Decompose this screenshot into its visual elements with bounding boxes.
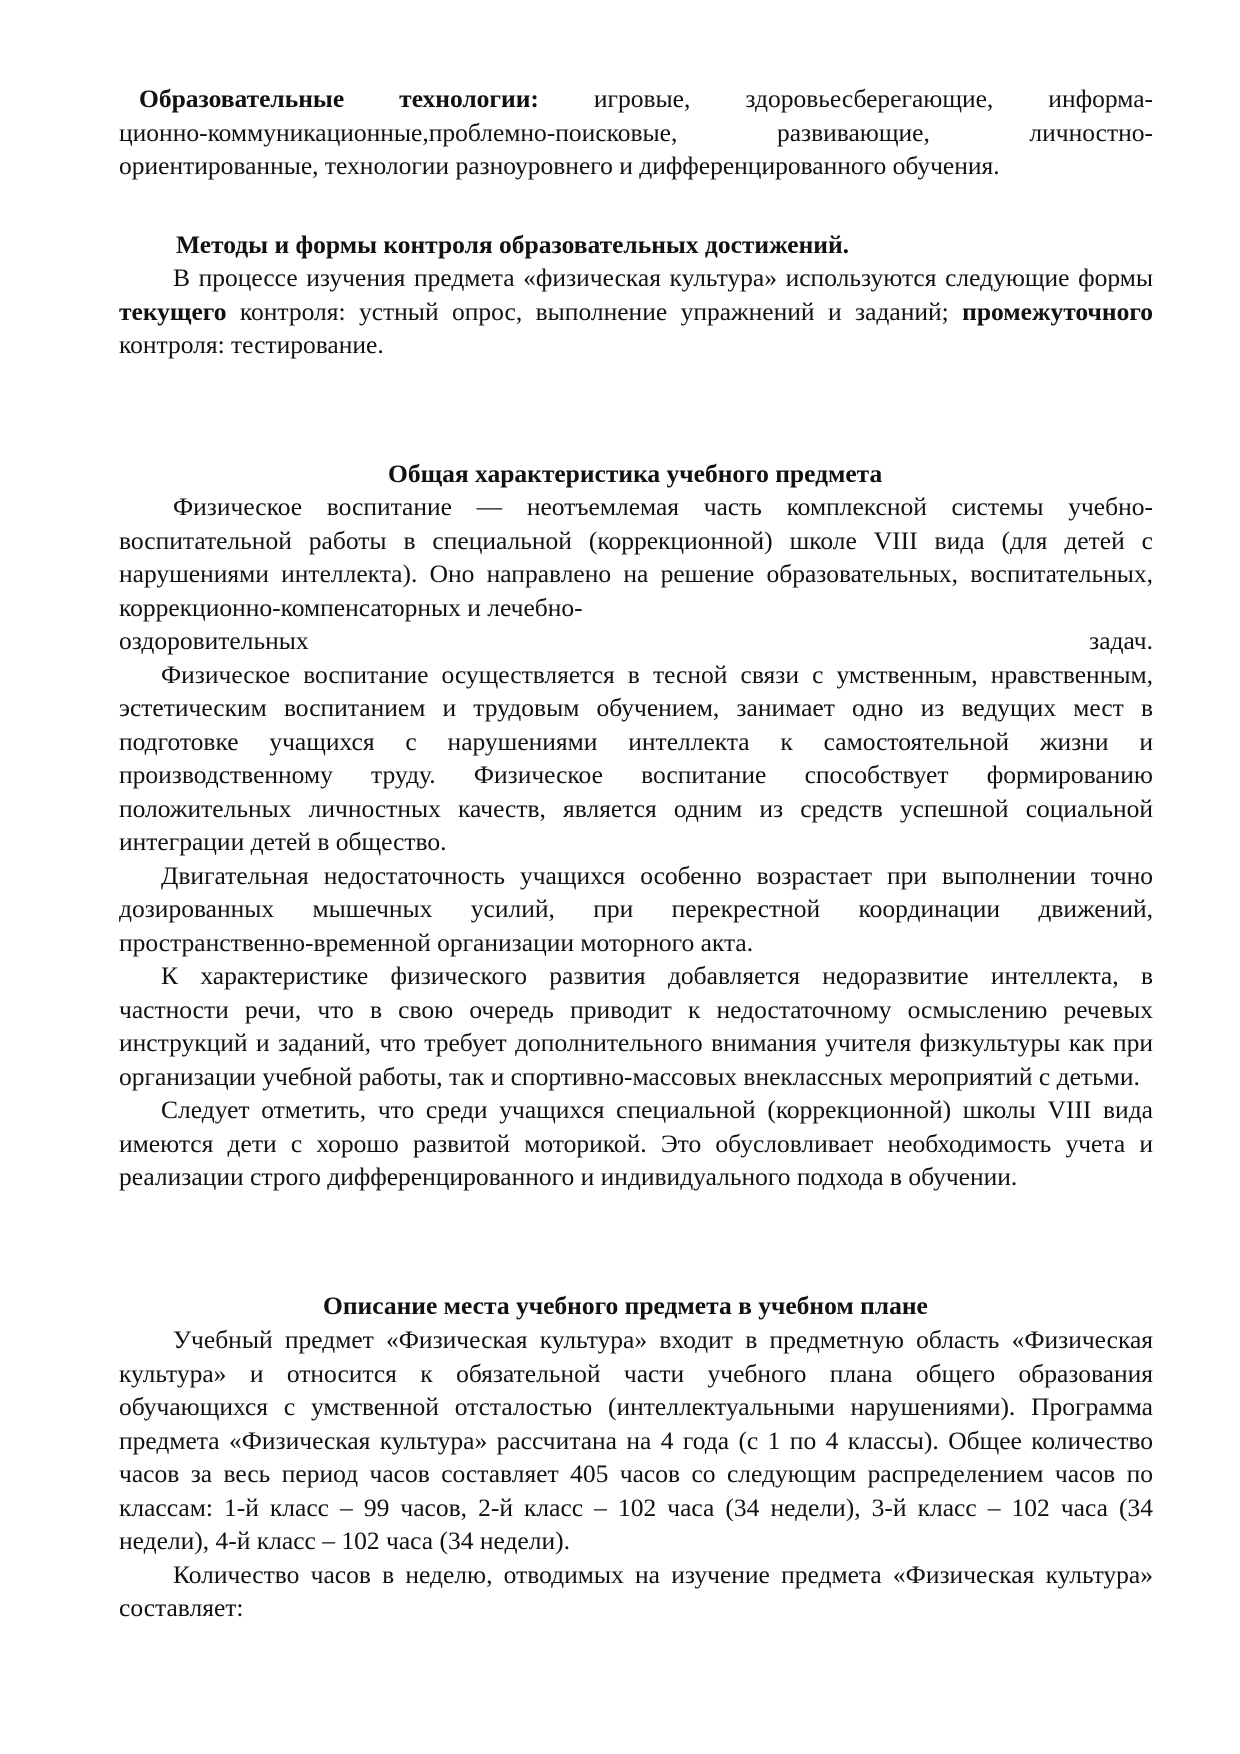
characteristics-paragraph-2: Физическое воспитание осуществляется в тесной связи с умственным, нравственным, эстетическим воспитанием и трудовым обучением, занимает одно из ведущих мест в подготовке учащихся с нарушениями интеллекта к самостоятельной жизни и производственному труду. Физическое воспитание способствует формированию положительных личностных качеств, является одним из средств успешной социальной интеграции детей в общество.: [119, 659, 1153, 856]
characteristics-section: [119, 490, 1153, 1194]
characteristics-paragraph-5: Следует отметить, что среди учащихся специальной (коррекционной) школы VIII вида имеются дети с хорошо развитой моторикой. Это обусловливает необходимость учета и реализации строго дифференцированного и индивидуального подхода в обучении.: [119, 1095, 1153, 1191]
control-current-bold: текущего: [119, 296, 227, 326]
control-section: [119, 261, 1153, 362]
characteristics-p1-last-word-a: оздоровительных: [119, 626, 309, 655]
control-text-c: контроля: тестирование.: [119, 330, 384, 359]
control-paragraph: [119, 261, 1153, 362]
technologies-label-word-1: Образовательные: [139, 84, 345, 113]
control-text-b: контроля: устный опрос, выполнение упражнений и заданий;: [239, 296, 949, 326]
control-heading: Методы и формы контроля образовательных достижений.: [176, 230, 850, 259]
characteristics-p1-last-word-b: задач.: [1089, 626, 1153, 655]
control-intermediate-bold: промежуточного: [962, 296, 1154, 326]
place-paragraph-1: Учебный предмет «Физическая культура» входит в предметную область «Физическая культура» и относится к обязательной части учебного плана общего образования обучающихся с умственной отсталостью (интеллектуальными нарушениями). Программа предмета «Физическая культура» рассчитана на 4 года (с 1 по 4 классы). Общее количество часов за весь период часов составляет 405 часов со следующим распределением часов по классам: 1-й класс – 99 часов, 2-й класс – 102 часа (34 недели), 3-й класс – 102 часа (34 недели), 4-й класс – 102 часа (34 недели).: [119, 1325, 1153, 1555]
place-section: [119, 1323, 1153, 1625]
place-paragraph-2: Количество часов в неделю, отводимых на изучение предмета «Физическая культура» составляет:: [119, 1559, 1153, 1622]
characteristics-paragraph-3: Двигательная недостаточность учащихся особенно возрастает при выполнении точно дозированных мышечных усилий, при перекрестной координации движений, пространственно-временной организации моторного акта.: [119, 860, 1153, 957]
control-text-a: В процессе изучения предмета «физическая культура» используются следующие формы: [173, 263, 1153, 292]
technologies-line-1: [119, 82, 1153, 116]
characteristics-heading: Общая характеристика учебного предмета: [388, 459, 883, 488]
technologies-line-3: ориентированные, технологии разноуровнего и дифференцированного обучения.: [119, 151, 1000, 180]
technologies-text-start: игровые, здоровьесберегающие, информа-: [593, 84, 1154, 113]
technologies-section: [119, 82, 1153, 183]
technologies-label-word-2: технологии:: [399, 84, 539, 113]
characteristics-paragraph-1-last: [119, 624, 1153, 658]
characteristics-paragraph-1: Физическое воспитание — неотъемлемая часть комплексной системы учебно-воспитательной работы в специальной (коррекционной) школе VIII вида (для детей с нарушениями интеллекта). Оно направлено на решение образовательных, воспитательных, коррекционно-компенсаторных и лечебно-: [119, 492, 1153, 622]
place-heading: Описание места учебного предмета в учебном плане: [323, 1291, 928, 1320]
characteristics-paragraph-4: К характеристике физического развития добавляется недоразвитие интеллекта, в частности речи, что в свою очередь приводит к недостаточному осмыслению речевых инструкций и заданий, что требует дополнительного внимания учителя физкультуры как при организации учебной работы, так и спортивно-массовых внеклассных мероприятий с детьми.: [119, 961, 1153, 1091]
technologies-line-2: ционно-коммуникационные,проблемно-поисковые, развивающие, личностно-: [119, 117, 1153, 147]
